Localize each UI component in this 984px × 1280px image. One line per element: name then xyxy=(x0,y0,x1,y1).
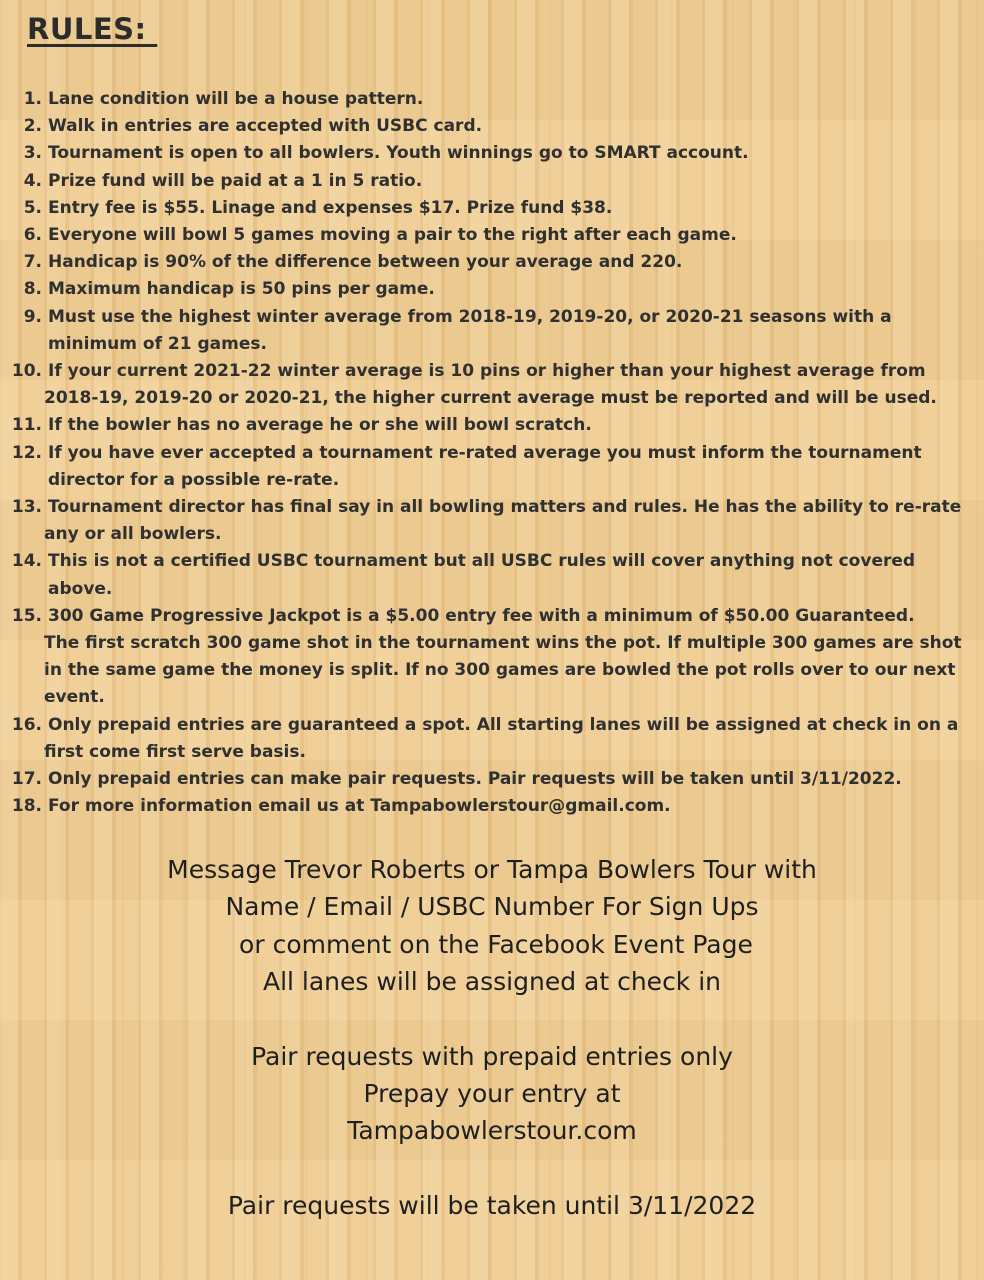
rule-text: Entry fee is $55. Linage and expenses $17. Prize fund $38. xyxy=(48,197,613,218)
rule-number: 6. xyxy=(23,225,42,246)
rule-item xyxy=(0,276,984,303)
rule-text: first come first serve basis. xyxy=(44,741,306,762)
rule-number: 17. xyxy=(11,769,42,790)
rule-text: Tournament is open to all bowlers. Youth winnings go to SMART account. xyxy=(48,143,749,164)
rule-text: Only prepaid entries can make pair requests. Pair requests will be taken until 3/11/2022. xyxy=(48,769,902,790)
rule-text: Lane condition will be a house pattern. xyxy=(48,89,424,109)
rule-number: 12. xyxy=(11,442,42,463)
rule-text: Only prepaid entries are guaranteed a spot. All starting lanes will be assigned at check in on a xyxy=(48,714,959,735)
rule-text: minimum of 21 games. xyxy=(48,333,267,354)
rule-text: For more information email us at Tampabowlerstour@gmail.com. xyxy=(48,796,671,817)
rule-text: event. xyxy=(44,687,105,708)
rule-item xyxy=(0,440,984,494)
rule-number: 3. xyxy=(23,143,42,164)
rule-number: 2. xyxy=(23,116,42,137)
rule-text: any or all bowlers. xyxy=(44,524,222,545)
rule-item xyxy=(0,712,984,766)
rule-text: Must use the highest winter average from 2018-19, 2019-20, or 2020-21 seasons with a xyxy=(48,306,892,327)
rule-item xyxy=(0,86,984,113)
rule-text: Prize fund will be paid at a 1 in 5 ratio. xyxy=(48,170,423,191)
rule-item xyxy=(0,195,984,222)
rules-list xyxy=(0,86,984,820)
rule-number: 16. xyxy=(11,714,42,735)
rule-number: 18. xyxy=(11,796,42,817)
rule-text: This is not a certified USBC tournament but all USBC rules will cover anything not covered xyxy=(48,551,916,572)
rule-text: in the same game the money is split. If no 300 games are bowled the pot rolls over to our next xyxy=(44,660,956,681)
rule-number: 9. xyxy=(23,306,42,327)
rule-number: 1. xyxy=(23,89,42,109)
rule-number: 14. xyxy=(11,551,42,572)
rule-item xyxy=(0,766,984,793)
rule-item xyxy=(0,412,984,439)
rule-number: 7. xyxy=(23,252,42,273)
rule-item xyxy=(0,548,984,602)
signup-message xyxy=(0,851,984,1224)
website-text: Tampabowlerstour.com xyxy=(347,1116,637,1146)
message-line: Pair requests with prepaid entries only xyxy=(251,1041,733,1071)
rule-item xyxy=(0,249,984,276)
rule-text: Walk in entries are accepted with USBC card. xyxy=(48,116,483,137)
rule-text: If the bowler has no average he or she will bowl scratch. xyxy=(48,415,592,436)
rule-text: director for a possible re-rate. xyxy=(48,469,340,490)
rule-text: Maximum handicap is 50 pins per game. xyxy=(48,279,435,300)
page-title: RULES: xyxy=(27,12,158,46)
rule-number: 4. xyxy=(23,170,42,191)
rule-number: 13. xyxy=(11,497,42,518)
rule-text: 2018-19, 2019-20 or 2020-21, the higher current average must be reported and will be used. xyxy=(44,388,937,409)
rule-text: Handicap is 90% of the difference between your average and 220. xyxy=(48,252,683,273)
rule-item xyxy=(0,603,984,712)
rule-item xyxy=(0,494,984,548)
rule-number: 5. xyxy=(23,197,42,218)
message-line: Prepay your entry at xyxy=(363,1079,621,1109)
rule-item xyxy=(0,222,984,249)
rule-number: 8. xyxy=(23,279,42,300)
rule-item xyxy=(0,113,984,140)
rule-text: above. xyxy=(48,578,113,599)
rule-text: If you have ever accepted a tournament re-rated average you must inform the tournament xyxy=(48,442,922,463)
message-line: or comment on the Facebook Event Page xyxy=(231,929,753,959)
rule-item xyxy=(0,358,984,412)
rule-number: 10. xyxy=(11,361,42,382)
rule-number: 15. xyxy=(11,605,42,626)
message-line: All lanes will be assigned at check in xyxy=(262,967,722,997)
rule-text: The first scratch 300 game shot in the tournament wins the pot. If multiple 300 games are shot xyxy=(44,633,962,654)
message-line: Message Trevor Roberts or Tampa Bowlers Tour with xyxy=(167,855,817,884)
rule-text: 300 Game Progressive Jackpot is a $5.00 entry fee with a minimum of $50.00 Guaranteed. xyxy=(48,605,915,626)
message-line: Pair requests will be taken until 3/11/2022 xyxy=(227,1190,757,1220)
rule-text: Everyone will bowl 5 games moving a pair to the right after each game. xyxy=(48,225,737,246)
rule-item xyxy=(0,168,984,195)
rule-item xyxy=(0,793,984,820)
rule-item xyxy=(0,140,984,167)
rule-text: If your current 2021-22 winter average is 10 pins or higher than your highest average from xyxy=(48,361,926,382)
message-line: Name / Email / USBC Number For Sign Ups xyxy=(225,892,759,922)
rule-text: Tournament director has final say in all bowling matters and rules. He has the ability to re-rate xyxy=(48,497,962,518)
rule-number: 11. xyxy=(11,415,42,436)
rule-item xyxy=(0,304,984,358)
